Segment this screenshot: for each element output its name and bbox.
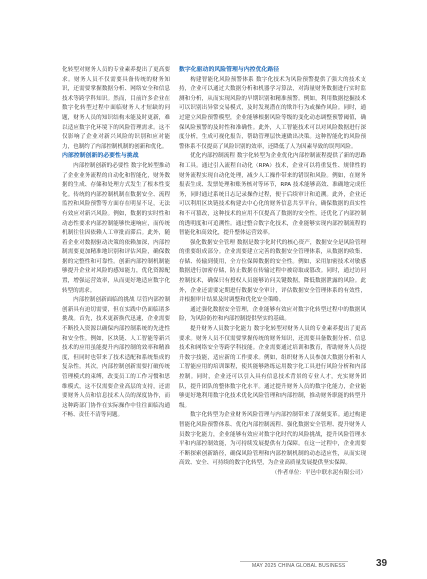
issue-label: MAY 2025 CHINA GLOBAL BUSINESS bbox=[252, 563, 346, 569]
body-paragraph: 数字化转型为企业财务风险管理与内部控制带来了深刻变革。通过构建智能化风险预警体系、优化内部控制流程、强化数据安全管理、提升财务人员数字化能力，企业能够有效应对数字化时代的风险挑战，提升风险管理水平和内部控制效能，为可持续发展提供有力保障。在这一过程中，企业需要不断探索创新路径，确保风险管理和内部控制机制的动态适应性，从而实现高效、安全、可持续的数字化转型，为企业高质量发展提供坚实保障。 bbox=[179, 412, 366, 467]
body-paragraph: 通过强化数据安全管理，企业能够有效应对数字化转型过程中的数据风险，为风险防控和内部控制提供坚实的基础。 bbox=[179, 306, 366, 323]
body-paragraph: 内部控制创新的必要性 数字化转型推动了企业业务流程的自动化和智能化，财务数据的生成、存储和处理方式发生了根本性变化。传统的内部控制机制在数据安全、流程监控和风险预警等方面存在明显不足，无法有效应对新兴风险。例如，数据的实时性和动态性要求内部控制能够快速响应，而传统机制往往因依赖人工审批而滞后。此外，随着企业对数据驱动决策的依赖加深，内部控制需要更加精准地识别和评估风险，确保数据的完整性和可靠性。创新内部控制机制能够提升企业对风险的感知能力，优化资源配置，增强运营效率，从而更好地适应数字化转型的需求。 bbox=[62, 162, 170, 294]
body-paragraph: 化转型对财务人员的专业素养提出了更高要求。财务人员不仅需要具备传统的财务知识，还需要掌握数据分析、网络安全和信息技术等跨学科知识。然而，目前许多企业在数字化转型过程中面临财务人才短缺的问题，财务人员的知识结构未能及时更新，难以适应数字化环境下的风险管理需求。这不仅影响了企业对新兴风险的识别和应对能力，也制约了内部控制机制的创新和优化。 bbox=[62, 67, 170, 150]
body-paragraph: 构建智能化风险预警体系 数字化技术为风险预警提供了强大的技术支持，企业可以通过大数据分析和机器学习算法，对海量财务数据进行实时监测和分析，从而实现风险的早期识别和精准预警。例如，利用数据挖掘技术可以识别出异常交易模式，及时发现潜在的欺诈行为或操作风险。同时，通过建立风险预警模型，企业能够根据风险等级的变化动态调整预警阈值，确保风险预警的及时性和准确性。此外，人工智能技术可以对风险数据进行深度分析，生成可视化报告，帮助管理层快速做出决策。这种智能化的风险预警体系不仅提高了风险识别的效率，还降低了人为因素导致的误判风险。 bbox=[179, 76, 366, 150]
page-number: 39 bbox=[376, 558, 388, 569]
left-column bbox=[62, 66, 170, 421]
footer-rule bbox=[240, 561, 348, 562]
body-paragraph: 强化数据安全管理 数据是数字化时代的核心资产，数据安全是风险管理的重要组成部分。企业需要建立完善的数据安全管理体系，从数据的收集、存储、传输到使用，全方位保障数据的安全性。例如，采用加密技术对敏感数据进行加密存储，防止数据在传输过程中被窃取或篡改。同时，通过访问控制技术，确保只有授权人员能够访问关键数据，降低数据泄露的风险。此外，企业还需要定期进行数据安全审计，评估数据安全管理体系的有效性，并根据审计结果及时调整和优化安全策略。 bbox=[179, 239, 366, 304]
section-heading: 内部控制创新的必要性与挑战 bbox=[62, 153, 139, 160]
body-paragraph: 提升财务人员数字化能力 数字化转型对财务人员的专业素养提出了更高要求。财务人员不仅需要掌握传统的财务知识，还需要具备数据分析、信息技术和网络安全等跨学科技能。企业需要通过培训和教育，帮助财务人员提升数字技能，适应新的工作要求。例如，组织财务人员参加大数据分析和人工智能应用的培训课程，使其能够熟练运用数字化工具进行风险分析和内部控制。同时，企业还可以引入具有信息技术背景的专业人才，充实财务团队，提升团队的整体数字化水平。通过提升财务人员的数字化能力，企业能够更好地利用数字化技术优化风险管理和内部控制，推动财务职能的转型升级。 bbox=[179, 326, 366, 409]
author-affiliation: （作者单位：平邑中联水泥有限公司） bbox=[271, 469, 366, 476]
page-footer bbox=[240, 558, 392, 571]
right-column bbox=[179, 66, 366, 479]
body-paragraph: 优化内部控制流程 数字化转型为企业优化内部控制流程提供了新的思路和工具。通过引入流程自动化（RPA）技术，企业可以将重复性、规律性的财务流程实现自动化处理，减少人工操作带来的错误和风险。例如，在财务报表生成、发票处理和账务核对等环节，RPA 技术能够高效、准确地完成任务，同时通过系统日志记录操作过程，便于后续审计和追溯。此外，企业还可以利用区块链技术构建去中心化的财务信息共享平台，确保数据的真实性和不可篡改，这种技术的应用不仅提高了数据的安全性，还优化了内部控制的透明度和可追溯性。通过整合数字化技术，企业能够实现内部控制流程的智能化和高效化，提升整体运营效率。 bbox=[179, 153, 366, 237]
body-paragraph: 内部控制创新面临的挑战 尽管内部控制创新具有迫切需要，但在实践中仍面临诸多挑战。首先，技术更新换代迅速，企业需要不断投入资源以确保内部控制系统的先进性和安全性。例如，区块链、人工智能等新兴技术的应用虽能提升内部控制的效率和精准度，但同时也带来了技术适配和系统集成的复杂性。其次，内部控制创新需要打破传统管理模式的束缚，改变员工的工作习惯和思维模式，这不仅需要企业高层的支持，还需要财务人员和信息技术人员的深度协作，而这种跨部门协作在实际操作中往往面临沟通不畅、责任不清等问题。 bbox=[62, 297, 170, 419]
section-heading: 数字化驱动的风险管理与内控优化路径 bbox=[179, 67, 280, 73]
